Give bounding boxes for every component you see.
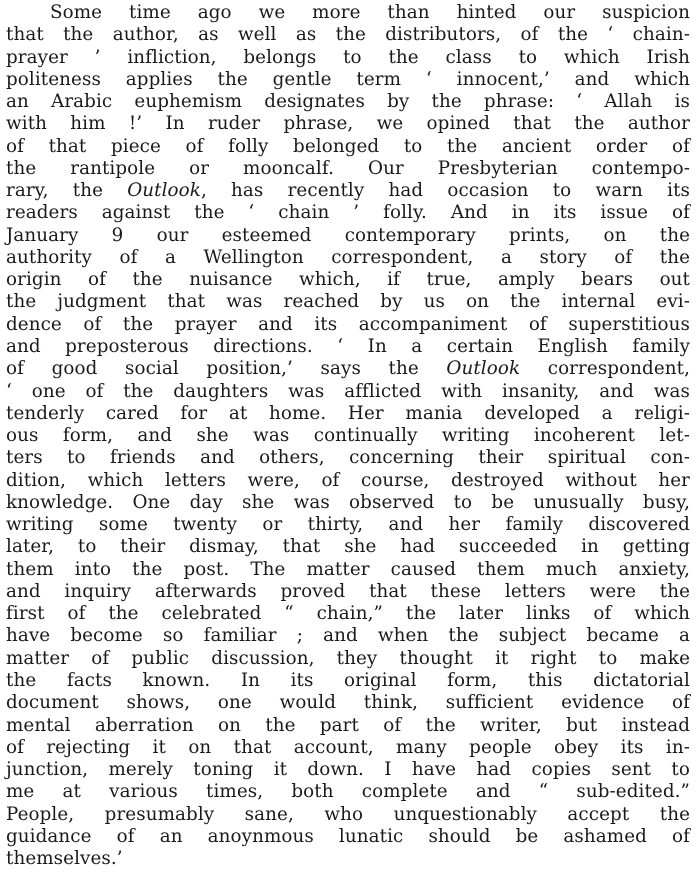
text-line: and preposterous directions. ‘ In a certain English family xyxy=(6,335,690,357)
text-line: first of the celebrated “ chain,” the later links of which xyxy=(6,603,690,625)
text-line: origin of the nuisance which, if true, amply bears out xyxy=(6,269,690,291)
text-line: People, presumably sane, who unquestionably accept the xyxy=(6,803,690,825)
text-line: dition, which letters were, of course, destroyed without her xyxy=(6,469,690,491)
text-line: of rejecting it on that account, many people obey its in- xyxy=(6,736,690,758)
text-line: prayer ’ infliction, belongs to the class to which Irish xyxy=(6,46,690,68)
text-line: with him !’ In ruder phrase, we opined that the author xyxy=(6,113,690,135)
text-line: politeness applies the gentle term ‘ innocent,’ and which xyxy=(6,68,690,90)
text-line: an Arabic euphemism designates by the phrase: ‘ Allah is xyxy=(6,91,690,113)
text-line: that the author, as well as the distributors, of the ‘ chain- xyxy=(6,24,690,46)
text-line: junction, merely toning it down. I have had copies sent to xyxy=(6,759,690,781)
text-line: have become so familiar ; and when the subject became a xyxy=(6,625,690,647)
text-line: mental aberration on the part of the writer, but instead xyxy=(6,714,690,736)
text-line: rary, the Outlook, has recently had occasion to warn its xyxy=(6,180,690,202)
text-line: themselves.’ xyxy=(6,848,123,870)
text-line: writing some twenty or thirty, and her family discovered xyxy=(6,514,690,536)
text-line: of that piece of folly belonged to the ancient order of xyxy=(6,135,690,157)
text-line: them into the post. The matter caused them much anxiety, xyxy=(6,558,690,580)
text-line: dence of the prayer and its accompaniment of superstitious xyxy=(6,313,690,335)
text-line: January 9 our esteemed contemporary prints, on the xyxy=(6,224,690,246)
text-line: ‘ one of the daughters was afflicted with insanity, and was xyxy=(6,380,690,402)
text-line: the judgment that was reached by us on the internal evi- xyxy=(6,291,690,313)
text-line: of good social position,’ says the Outlook correspondent, xyxy=(6,358,690,380)
text-line: document shows, one would think, sufficient evidence of xyxy=(6,692,690,714)
text-line: readers against the ‘ chain ’ folly. And in its issue of xyxy=(6,202,690,224)
text-line: ters to friends and others, concerning their spiritual con- xyxy=(6,447,690,469)
text-line: matter of public discussion, they thought it right to make xyxy=(6,647,690,669)
text-line: knowledge. One day she was observed to be unusually busy, xyxy=(6,491,690,513)
text-line: authority of a Wellington correspondent, a story of the xyxy=(6,246,690,268)
text-line: tenderly cared for at home. Her mania developed a religi- xyxy=(6,402,690,424)
text-line: the rantipole or mooncalf. Our Presbyterian contempo- xyxy=(6,157,690,179)
text-line: Some time ago we more than hinted our suspicion xyxy=(50,2,690,23)
text-line: guidance of an anoynmous lunatic should be ashamed of xyxy=(6,825,690,847)
text-line: me at various times, both complete and “ sub-edited.” xyxy=(6,781,690,803)
text-line: ous form, and she was continually writing incoherent let- xyxy=(6,425,690,447)
text-line: and inquiry afterwards proved that these letters were the xyxy=(6,580,690,602)
text-line: later, to their dismay, that she had succeeded in getting xyxy=(6,536,690,558)
text-line: the facts known. In its original form, this dictatorial xyxy=(6,669,690,691)
